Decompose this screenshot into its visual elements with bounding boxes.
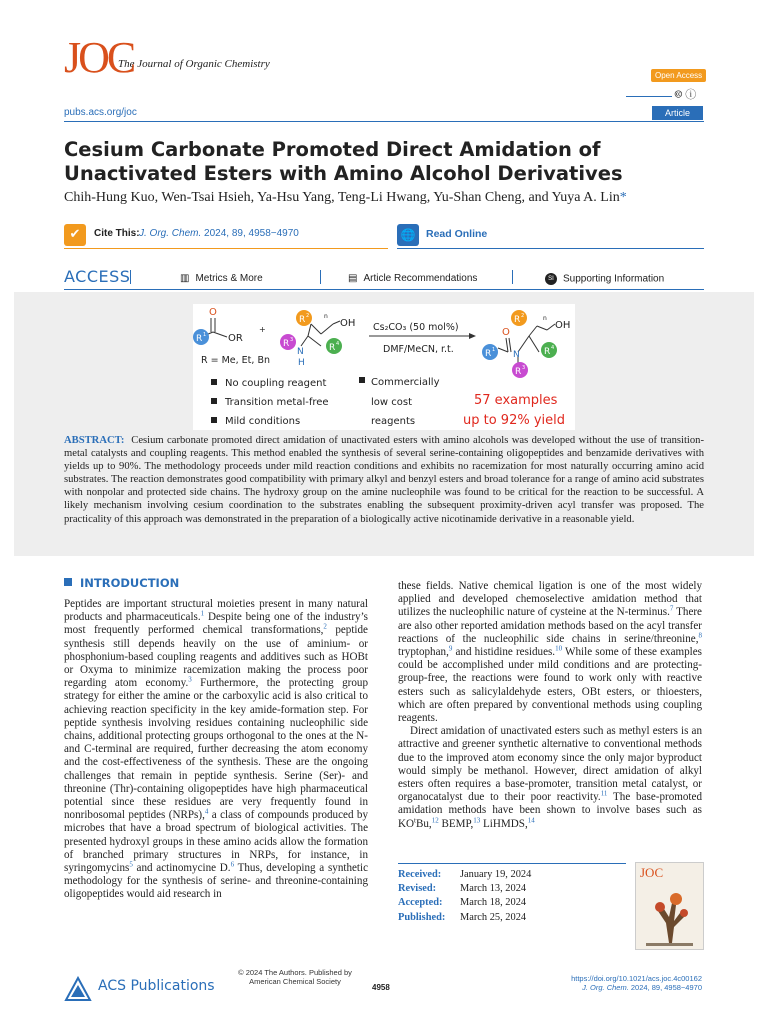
read-online-link[interactable]: Read Online [426,228,488,240]
author-list [64,190,724,206]
recommendations-label: Article Recommendations [363,273,478,284]
hydroxyl-oh: OH [340,318,356,329]
r4-label: R [329,343,336,353]
abstract-body: Cesium carbonate promoted direct amidation of unactivated esters with amino alcohols was developed without the use of transition-metal catalysts and coupling reagents. This method enabled the synthesis of several serine-containing oligopeptides and benzamide derivatives with yields up to 90%. The methodology proceeds under mild reaction conditions and exhibits no racemization for most naturally occurring amino acid substrates. The reaction demonstrates good compatibility with primary alkyl and benzyl esters and broad tolerance for a range of amino acid substrates with nonpolar and protected side chains. The hydroxy group on the amine nucleophile was found to be critical for the reaction to be successful. A likely mechanism involving cesium coordination to the substrates enabling the subsequent proximity-driven acyl transfer was proposed. The practicality of this approach was demonstrated in the preparation of a biologically active nicotinamide derivative in a reasonable yield. [64,435,704,525]
introduction-heading [64,576,179,590]
open-access-rule [626,96,672,97]
globe-icon[interactable]: 🌐 [397,224,419,246]
product-chain-n: n [543,315,547,322]
examples-count: 57 examples [474,393,558,408]
history-divider [398,863,626,864]
citation-ref-link[interactable]: 7 [669,604,674,613]
acs-logo-icon[interactable] [64,976,92,1004]
citation-ref-link[interactable]: 9 [448,644,453,653]
article-recommendations-button[interactable] [348,273,477,284]
intro-column-right [398,580,702,831]
metrics-more-button[interactable] [180,273,263,284]
access-separator [130,270,131,284]
corresponding-author-star[interactable]: * [619,190,627,205]
author-names[interactable]: Chih-Hung Kuo, Wen-Tsai Hsieh, Ya-Hsu Yang, Teng-Li Hwang, Yu-Shan Cheng, and Yuya A. Lin [64,190,620,205]
history-revised: Revised: March 13, 2024 [398,883,527,895]
header-divider [64,121,704,122]
citation-ref-link[interactable]: 13 [473,815,481,824]
r2-sup: 2 [306,313,310,319]
intro-paragraph-3: Direct amidation of unactivated esters such as methyl esters is an attractive and greener synthetic alternative to conventional methods due to the improved atom economy since the only major byproduct would simply be methanol. However, direct amidation of alkyl esters often requires a base-promoter, transition metal catalyst, or organocatalyst due to their poor reactivity.$^{11}$ The base-promoted amidation methods have been shown to involve bases such as $KO^tBu,^{12}$ BEMP,$^{13}$ LiHMDS,$^{14}$ [398,725,702,830]
citation-ref-link: t [414,815,416,824]
journal-cover-image [636,863,703,949]
document-list-icon: ▤ [348,273,358,284]
citation-ref-link[interactable]: 11 [600,789,608,798]
citation-ref-link[interactable]: 10 [555,644,563,653]
introduction-title: INTRODUCTION [80,576,180,590]
cc-license-icon[interactable]: 🅭 ⓘ [675,88,697,101]
r2-label: R [299,315,306,325]
product-n: N [513,350,520,360]
article-title: Cesium Carbonate Promoted Direct Amidation of Unactivated Esters with Amino Alcohol Derivatives [64,138,623,185]
article-history [398,868,618,925]
r3-label: R [283,339,290,349]
history-published: Published: March 25, 2024 [398,911,527,923]
si-icon: SI [545,273,557,285]
product-r2-label: R [514,315,521,325]
access-divider [64,289,704,290]
amine-h: H [298,358,305,368]
doi-link[interactable]: https://doi.org/10.1021/acs.joc.4c00162 [571,974,702,983]
access-label: ACCESS [64,267,131,286]
ester-or: OR [228,333,243,344]
r1-label: R [196,334,203,344]
footer-citation: J. Org. Chem. 2024, 89, 4958−4970 [582,983,702,992]
citation-ref-link[interactable]: 3 [188,675,192,684]
bullet-metal-free: Transition metal-free [225,397,329,408]
citation-ref-link[interactable]: 4 [204,807,209,816]
page-number: 4958 [372,983,390,992]
supporting-label: Supporting Information [563,273,665,285]
history-received: Received: January 19, 2024 [398,869,532,880]
citation-ref-link[interactable]: 5 [129,860,133,869]
toc-graphic [193,304,575,430]
journal-logo: JOC [64,33,134,82]
bullet-mild: Mild conditions [225,416,301,427]
cite-volume: 2024, 89, 4958−4970 [204,228,299,239]
chain-n: n [324,313,328,320]
abstract-label: ABSTRACT: [64,435,125,446]
bar-chart-icon: ▥ [180,273,190,284]
intro-column-left [64,598,368,902]
r-definition: R = Me, Et, Bn [201,355,270,366]
abstract-text [64,434,704,526]
journal-cover-thumbnail[interactable] [635,862,704,950]
bullet-no-coupling: No coupling reagent [225,378,327,389]
reagent-label: Cs₂CO₃ (50 mol%) [373,322,459,333]
cite-check-icon[interactable]: ✔ [64,224,86,246]
carbonyl-oxygen: O [209,307,217,318]
open-access-badge: Open Access [651,69,706,82]
citation-ref-link[interactable]: 6 [230,860,235,869]
copyright-notice: © 2024 The Authors. Published by American Chemical Society [238,968,352,986]
product-oh: OH [555,320,571,331]
section-square-icon [64,578,72,586]
cite-reference-link[interactable] [139,228,299,239]
citation-ref-link[interactable]: 2 [323,622,327,631]
product-r2-sup: 2 [521,313,525,319]
product-r3-sup: 3 [522,365,526,371]
cite-divider [64,248,388,249]
citation-ref-link[interactable]: 14 [527,815,535,824]
amine-n: N [297,347,304,357]
product-r4-label: R [544,347,551,357]
cite-journal: J. Org. Chem. [139,228,202,239]
bullet-reagents: reagents [371,416,416,427]
plus-sign: + [259,325,266,334]
history-accepted: Accepted: March 18, 2024 [398,897,527,909]
read-online-divider [397,248,704,249]
journal-name: The Journal of Organic Chemistry [118,58,270,70]
r1-sup: 1 [203,332,207,338]
access-separator [512,270,513,284]
product-r4-sup: 4 [551,345,555,351]
citation-ref-link[interactable]: 1 [200,609,205,618]
r3-sup: 3 [290,337,294,343]
cover-logo: JOC [640,865,664,880]
max-yield: up to 92% yield [463,413,566,428]
product-oxygen: O [502,327,510,338]
product-r1-sup: 1 [492,347,496,353]
access-separator [320,270,321,284]
product-r1-label: R [485,349,492,359]
journal-url-link[interactable]: pubs.acs.org/joc [64,107,137,118]
bullet-low-cost: low cost [371,397,413,408]
intro-paragraph-2: these fields. Native chemical ligation is one of the most widely applied and developed chemoselective amidation method that utilizes the nucleophilic nature of cysteine at the N-terminus.$^7$ There are also other reported amidation methods based on the acyl transfer reactions of the nucleophilic side chains in serine/threonine,$^8$ tryptophan,$^9$ and histidine residues.$^{10}$ While some of these examples could be accomplished under mild conditions and are protecting-group-free, the reactions were found to work only with reactive esters such as salicylaldehyde esters, OBt esters, or thioesters, which are often prepared by conventional methods using coupling reagents. [398,580,702,725]
r4-sup: 4 [336,341,340,347]
metrics-label: Metrics & More [195,273,263,284]
citation-ref-link[interactable]: 12 [431,815,439,824]
supporting-information-button[interactable] [545,273,664,285]
bullet-commercially: Commercially [371,377,440,388]
solvent-label: DMF/MeCN, r.t. [383,344,454,355]
intro-paragraph-1: Peptides are important structural moieties present in many natural products and pharmaceuticals.$^1$ Despite being one of the industry’s most frequently performed chemical transformations,$^2$ peptide synthesis still depends heavily on the use of aminium- or phosphonium-based coupling reagents and additives such as HOBt or Oxyma to minimize racemization making the process poor regarding atom economy.$^3$ Furthermore, the protecting group strategy for either the amine or the carboxylic acid is also critical to achieving reaction specificity in the key amide-formation step. For peptide synthesis involving residues containing nucleophilic side chains, additional protecting groups orthogonal to the ones at the N- and C-terminal are required, further decreasing the atom economy and the cost-effectiveness of the synthesis. These are the ongoing challenges that remain in peptide synthesis. Serine (Ser)- and threonine (Thr)-containing oligopeptides have high pharmaceutical potential since these residues are very frequently found in nonribosomal peptides (NRPs),$^4$ a class of compounds produced by microbes that have a broad spectrum of biological activities. The presented hydroxyl groups in these amino acids allow the formation of branched primary structures in NRPs, for instance, in syringomycins$^5$ and actinomycine D.$^6$ Thus, developing a synthetic methodology for the synthesis of serine- and threonine-containing oligopeptides would aid research in [64,598,369,901]
citation-ref-link[interactable]: 8 [698,631,702,640]
article-type-badge: Article [652,106,703,120]
product-r3-label: R [515,367,522,377]
acs-publications-link[interactable]: ACS Publications [98,978,215,994]
cite-label: Cite This: [94,228,140,239]
